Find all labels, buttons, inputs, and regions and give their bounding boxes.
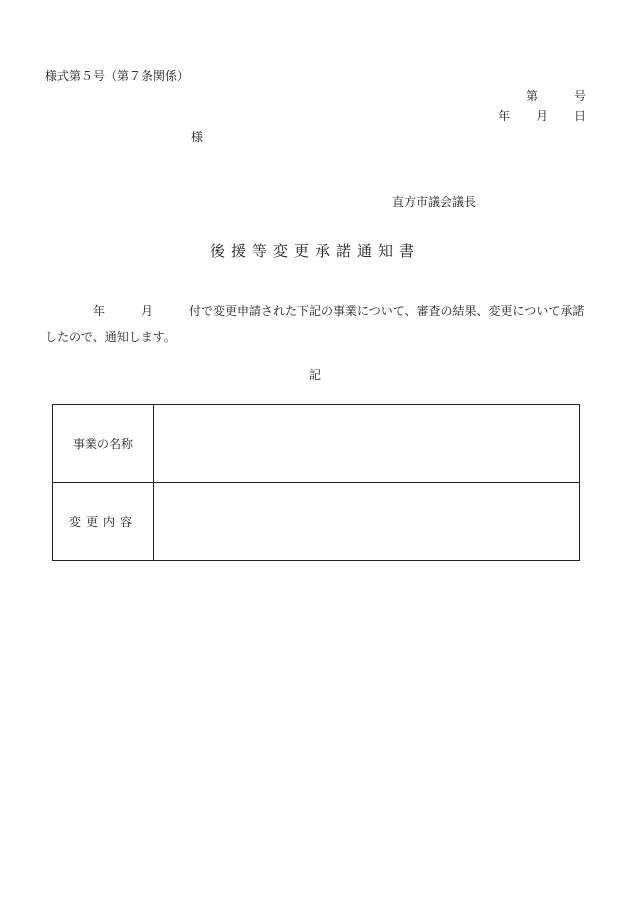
form-number: 様式第５号（第７条関係） — [45, 69, 190, 83]
change-details-label: 変更内容 — [53, 483, 154, 561]
date-day: 日 — [573, 109, 586, 123]
table-row — [53, 405, 580, 483]
document-number — [526, 87, 586, 104]
project-name-value[interactable] — [154, 405, 580, 483]
body-text: 付で変更申請された下記の事業について、審査の結果、変更について承諾したので、通知します。 — [45, 304, 585, 344]
addressee-suffix: 様 — [191, 130, 204, 144]
change-details-value[interactable] — [154, 483, 580, 561]
body-month: 月 — [141, 304, 154, 318]
sender-name: 直方市議会議長 — [392, 195, 477, 209]
project-name-label: 事業の名称 — [53, 405, 154, 483]
details-table — [52, 404, 580, 561]
date-month: 月 — [535, 109, 548, 123]
document-number-prefix: 第 — [525, 89, 538, 103]
ki-heading: 記 — [308, 368, 321, 382]
date-line — [498, 107, 586, 124]
document-title: 後援等変更承諾通知書 — [209, 242, 420, 260]
date-year: 年 — [497, 109, 510, 123]
body-paragraph — [45, 298, 585, 350]
body-year: 年 — [93, 304, 106, 318]
document-number-suffix: 号 — [573, 89, 586, 103]
table-row — [53, 483, 580, 561]
